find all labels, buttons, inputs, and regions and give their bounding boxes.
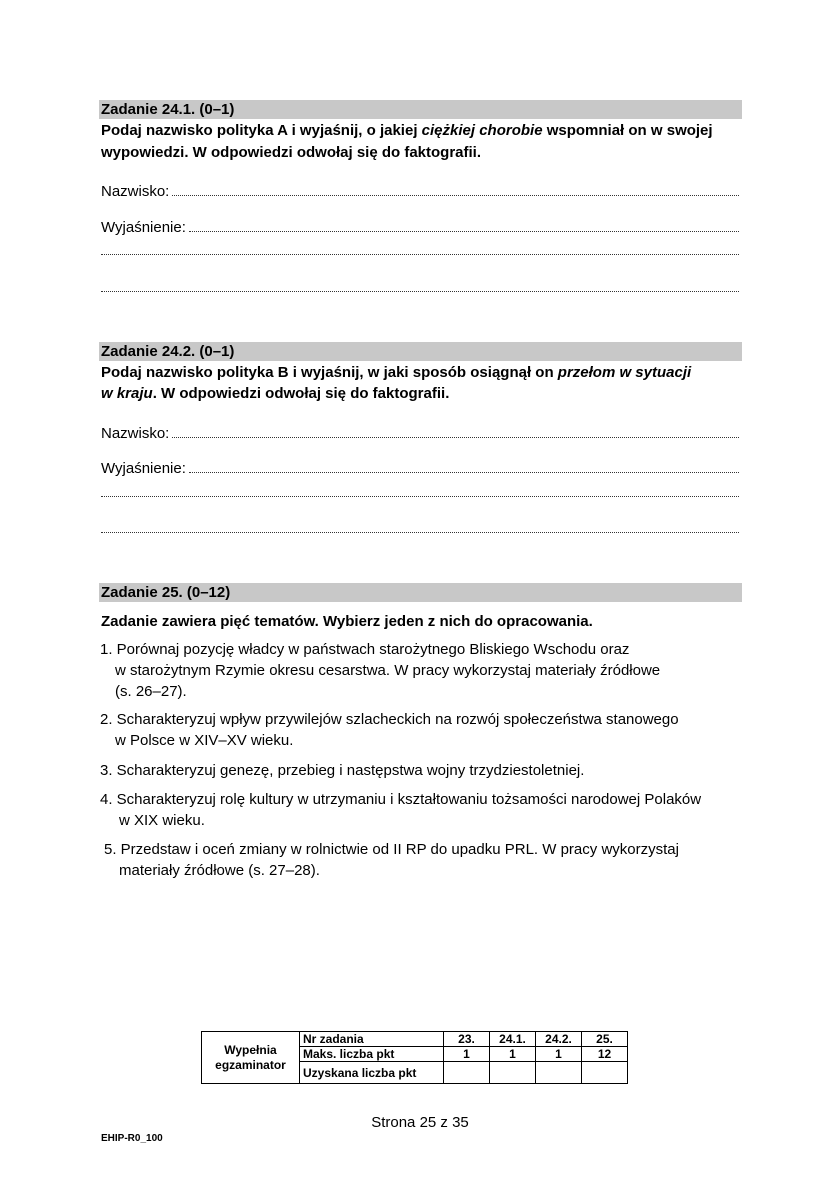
essay-topic-3: 3. Scharakteryzuj genezę, przebieg i następstwa wojny trzydziestoletniej. <box>100 762 585 779</box>
task-24-2-answer-line[interactable] <box>101 531 739 533</box>
essay-topic-1: 1. Porównaj pozycję władcy w państwach starożytnego Bliskiego Wschodu oraz w starożytnym Rzymie okresu cesarstwa. W pracy wykorzystaj materiały źródłowe (s. 26–27). <box>100 641 661 700</box>
task-number-cell: 24.2. <box>536 1032 582 1047</box>
task-24-2-question-line1: Podaj nazwisko polityka B i wyjaśnij, w jaki sposób osiągnął on przełom w sytuacji <box>101 364 692 381</box>
row-label-max-points: Maks. liczba pkt <box>300 1047 444 1062</box>
task-24-1-question-line2: wypowiedzi. W odpowiedzi odwołaj się do faktografii. <box>101 144 482 161</box>
filler-label-cell: Wypełnia egzaminator <box>202 1032 300 1084</box>
max-points-cell: 1 <box>490 1047 536 1062</box>
task-24-1-explanation-field[interactable] <box>101 219 739 237</box>
task-24-1-answer-line[interactable] <box>101 253 739 255</box>
surname-label: Nazwisko: <box>101 183 170 200</box>
task-24-1-answer-line[interactable] <box>101 290 739 292</box>
max-points-cell: 1 <box>444 1047 490 1062</box>
row-label-obtained-points: Uzyskana liczba pkt <box>300 1062 444 1084</box>
explanation-label: Wyjaśnienie: <box>101 219 186 236</box>
obtained-points-cell[interactable] <box>490 1062 536 1084</box>
task-24-2-surname-field[interactable] <box>101 425 739 443</box>
task-25-header: Zadanie 25. (0–12) <box>99 583 742 602</box>
max-points-cell: 1 <box>536 1047 582 1062</box>
task-number-cell: 25. <box>582 1032 628 1047</box>
task-24-1-header: Zadanie 24.1. (0–1) <box>99 100 742 119</box>
essay-topic-4: 4. Scharakteryzuj rolę kultury w utrzymaniu i kształtowaniu tożsamości narodowej Polaków w XIX wieku. <box>100 791 702 829</box>
exam-code: EHIP-R0_100 <box>101 1133 163 1144</box>
task-24-1-question-line1: Podaj nazwisko polityka A i wyjaśnij, o jakiej ciężkiej chorobie wspomniał on w swojej <box>101 122 713 139</box>
task-24-2-header: Zadanie 24.2. (0–1) <box>99 342 742 361</box>
task-25-intro: Zadanie zawiera pięć tematów. Wybierz jeden z nich do opracowania. <box>101 613 593 630</box>
task-24-2-explanation-field[interactable] <box>101 460 739 478</box>
task-number-cell: 24.1. <box>490 1032 536 1047</box>
essay-topic-2: 2. Scharakteryzuj wpływ przywilejów szlacheckich na rozwój społeczeństwa stanowego w Polsce w XIV–XV wieku. <box>100 711 679 749</box>
max-points-cell: 12 <box>582 1047 628 1062</box>
obtained-points-cell[interactable] <box>536 1062 582 1084</box>
task-24-2-question-line2: w kraju. W odpowiedzi odwołaj się do faktografii. <box>101 385 450 402</box>
task-24-2-answer-line[interactable] <box>101 495 739 497</box>
task-24-1-surname-field[interactable] <box>101 183 739 201</box>
score-table <box>201 1031 628 1084</box>
explanation-label: Wyjaśnienie: <box>101 460 186 477</box>
obtained-points-cell[interactable] <box>582 1062 628 1084</box>
obtained-points-cell[interactable] <box>444 1062 490 1084</box>
essay-topic-5: 5. Przedstaw i oceń zmiany w rolnictwie od II RP do upadku PRL. W pracy wykorzystaj materiały źródłowe (s. 27–28). <box>104 841 679 879</box>
task-number-cell: 23. <box>444 1032 490 1047</box>
row-label-task-number: Nr zadania <box>300 1032 444 1047</box>
surname-label: Nazwisko: <box>101 425 170 442</box>
page-number: Strona 25 z 35 <box>371 1114 469 1131</box>
